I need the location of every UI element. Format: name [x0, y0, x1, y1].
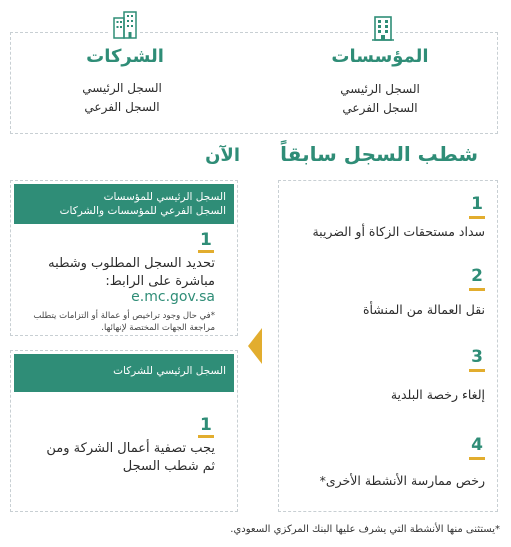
- banner-line: السجل الرئيسي للشركات: [113, 365, 226, 377]
- item-underline: [469, 369, 485, 372]
- previously-item-4: [285, 435, 485, 495]
- now-box-2-number: 1: [200, 415, 212, 435]
- item-underline: [469, 216, 485, 219]
- banner-line-1: السجل الرئيسي للمؤسسات: [103, 191, 226, 203]
- item-text: سداد مستحقات الزكاة أو الضريبة: [312, 224, 485, 239]
- item-number: 2: [471, 266, 483, 286]
- now-box-1-underline: [198, 250, 214, 253]
- item-number: 4: [471, 435, 483, 455]
- companies-title: الشركات: [86, 46, 164, 67]
- buildings-icon: [110, 10, 140, 40]
- item-text: رخص ممارسة الأنشطة الأخرى*: [319, 473, 485, 488]
- previously-item-2: [285, 266, 485, 326]
- now-box-1-banner: [14, 184, 234, 224]
- previously-title: شطب السجل سابقاً: [280, 142, 478, 166]
- building-icon: [370, 14, 396, 42]
- now-box-2-banner: [14, 354, 234, 392]
- now-box-2-text-1: يجب تصفية أعمال الشركة ومن: [46, 441, 215, 456]
- item-text: إلغاء رخصة البلدية: [390, 387, 485, 402]
- item-underline: [469, 457, 485, 460]
- banner-line-2: السجل الفرعي للمؤسسات والشركات: [59, 205, 226, 217]
- now-title: الآن: [205, 145, 240, 166]
- e-mc-link[interactable]: e.mc.gov.sa: [131, 289, 215, 305]
- now-box-1-number: 1: [200, 230, 212, 250]
- previously-item-3: [285, 347, 485, 407]
- companies-line-1: السجل الرئيسي: [82, 81, 162, 95]
- establishments-line-2: السجل الفرعي: [342, 101, 418, 115]
- establishments-line-1: السجل الرئيسي: [340, 82, 420, 96]
- now-box-1-text-2: مباشرة على الرابط:: [105, 274, 215, 289]
- item-number: 1: [471, 194, 483, 214]
- now-box-1-note-2: مراجعة الجهات المختصة لإنهائها.: [101, 323, 215, 333]
- now-box-1-text-1: تحديد السجل المطلوب وشطبه: [48, 256, 215, 271]
- now-box-1-note-1: *في حال وجود تراخيص أو عمالة أو التزامات يتطلب: [33, 311, 215, 321]
- companies-line-2: السجل الفرعي: [84, 100, 160, 114]
- item-number: 3: [471, 347, 483, 367]
- arrow-left-icon: [248, 328, 262, 364]
- item-underline: [469, 288, 485, 291]
- now-box-2-underline: [198, 435, 214, 438]
- establishments-title: المؤسسات: [331, 46, 429, 67]
- item-text: نقل العمالة من المنشأة: [362, 302, 485, 317]
- previously-item-1: [285, 194, 485, 249]
- footnote: *يستثنى منها الأنشطة التي يشرف عليها البنك المركزي السعودي.: [230, 524, 500, 535]
- now-box-2-text-2: ثم شطب السجل: [122, 459, 215, 474]
